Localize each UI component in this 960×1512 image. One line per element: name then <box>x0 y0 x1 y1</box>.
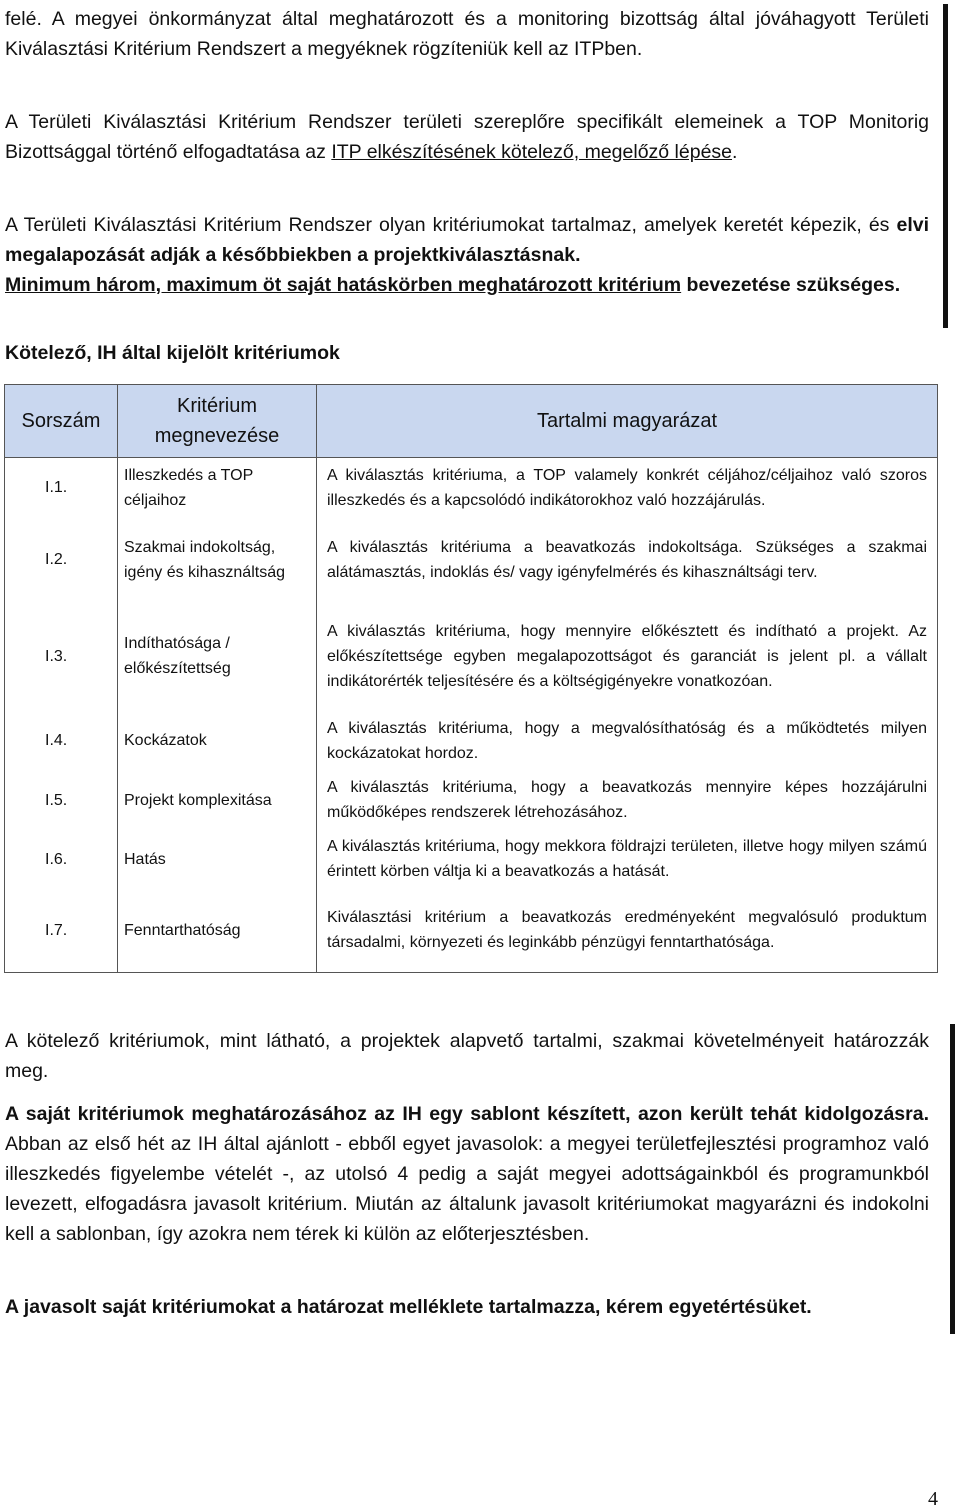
header-explanation: Tartalmi magyarázat <box>317 385 938 458</box>
row-number: I.6. <box>5 830 118 889</box>
table-row <box>5 711 938 771</box>
row-criterion-name: Projekt komplexitása <box>118 771 317 830</box>
row-criterion-name: Indíthatósága / előkészítettség <box>118 602 317 711</box>
paragraph-intro <box>5 4 929 64</box>
paragraph-mandatory-summary-text: A kötelező kritériumok, mint látható, a projektek alapvető tartalmi, szakmai követelményeit határozzák meg. <box>5 1030 929 1082</box>
row-explanation: A kiválasztás kritériuma, hogy a beavatkozás mennyire képes hozzájárulni működőképes rendszerek létrehozásához. <box>317 771 938 830</box>
section-heading: Kötelező, IH által kijelölt kritériumok <box>5 342 340 364</box>
own-criteria-text: Abban az első hét az IH által ajánlott - ebből egyet javasolok: a megyei területfejlesztési programhoz való illeszkedés figyelembe vételét -, az utolsó 4 pedig a saját megyei adottságainkból és programunkból levezett, elfogadásra javasolt kritérium. Miután az általunk javasolt kritériumokat magyarázni és indokolni kell a sablonban, így azokra nem térek ki külön az előterjesztésben. <box>5 1133 929 1245</box>
paragraph-mandatory-summary <box>5 1026 929 1086</box>
table-row <box>5 830 938 889</box>
paragraph-itp-step-text: A Területi Kiválasztási Kritérium Rendszer területi szereplőre specifikált elemeinek a TOP Monitorig Bizottsággal történő elfogadtatása az <box>5 111 929 163</box>
table-row <box>5 458 938 518</box>
row-number: I.5. <box>5 771 118 830</box>
row-number: I.2. <box>5 518 118 602</box>
criteria-bold-text: elvi megalapozását adják a későbbiekben a projektkiválasztásnak <box>5 214 929 266</box>
row-criterion-name: Hatás <box>118 830 317 889</box>
paragraph-criteria-text: A Területi Kiválasztási Kritérium Rendszer olyan kritériumokat tartalmaz, amelyek keretét képezik, és <box>5 214 897 236</box>
row-number: I.1. <box>5 458 118 518</box>
table-row <box>5 602 938 711</box>
row-number: I.7. <box>5 889 118 973</box>
table-row <box>5 889 938 973</box>
row-explanation: A kiválasztás kritériuma, hogy a megvalósíthatóság és a működtetés milyen kockázatokat hordoz. <box>317 711 938 771</box>
revision-bar-top <box>943 4 948 328</box>
paragraph-own-criteria <box>5 1099 929 1249</box>
revision-bar-bottom <box>950 1024 955 1334</box>
table-row <box>5 771 938 830</box>
criteria-bold-end: . <box>575 244 581 266</box>
table-header-row <box>5 385 938 458</box>
request-text: A javasolt saját kritériumokat a határozat melléklete tartalmazza, kérem egyetértésüket. <box>5 1296 812 1318</box>
row-number: I.4. <box>5 711 118 771</box>
header-criterion-name: Kritérium megnevezése <box>118 385 317 458</box>
paragraph-request <box>5 1292 929 1322</box>
paragraph-minimum-criteria <box>5 270 929 300</box>
row-explanation: A kiválasztás kritériuma, hogy mennyire előkésztett és indítható a projekt. Az előkészítettsége egyben megalapozottságot és garanciát is jelent pl. a vállalt indikátorérték teljesítésére és a költségigényekre vonatkozóan. <box>317 602 938 711</box>
table-row <box>5 518 938 602</box>
itp-step-underlined: ITP elkészítésének kötelező, megelőző lépése <box>331 141 733 163</box>
row-explanation: Kiválasztási kritérium a beavatkozás eredményeként megvalósuló produktum társadalmi, környezeti és leginkább pénzügyi fenntarthatósága. <box>317 889 938 973</box>
row-number: I.3. <box>5 602 118 711</box>
row-criterion-name: Fenntarthatóság <box>118 889 317 973</box>
paragraph-itp-step-end: . <box>732 141 738 163</box>
row-explanation: A kiválasztás kritériuma a beavatkozás indokoltsága. Szükséges a szakmai alátámasztás, indoklás és/ vagy igényfelmérés és kihasználtsági terv. <box>317 518 938 602</box>
criteria-table <box>4 384 938 973</box>
row-explanation: A kiválasztás kritériuma, a TOP valamely konkrét céljához/céljaihoz való szoros illeszkedés és a kapcsolódó indikátorokhoz való hozzájárulás. <box>317 458 938 518</box>
paragraph-intro-text: felé. A megyei önkormányzat által meghatározott és a monitoring bizottság által jóváhagyott Területi Kiválasztási Kritérium Rendszert a megyéknek rögzíteniük kell az ITPben. <box>5 8 929 60</box>
minimum-criteria-rest: bevezetése szükséges. <box>681 274 901 296</box>
paragraph-criteria-framework <box>5 210 929 270</box>
row-criterion-name: Kockázatok <box>118 711 317 771</box>
minimum-criteria-underlined: Minimum három, maximum öt saját hatáskörben meghatározott kritérium <box>5 274 682 296</box>
row-explanation: A kiválasztás kritériuma, hogy mekkora földrajzi területen, illetve hogy milyen számú érintett körben váltja ki a beavatkozás a hatását. <box>317 830 938 889</box>
header-number: Sorszám <box>5 385 118 458</box>
page-number: 4 <box>928 1488 938 1510</box>
row-criterion-name: Illeszkedés a TOP céljaihoz <box>118 458 317 518</box>
paragraph-itp-step <box>5 107 929 167</box>
own-criteria-bold: A saját kritériumok meghatározásához az IH egy sablont készített, azon került tehát kidolgozásra. <box>5 1103 929 1125</box>
row-criterion-name: Szakmai indokoltság, igény és kihasználtság <box>118 518 317 602</box>
